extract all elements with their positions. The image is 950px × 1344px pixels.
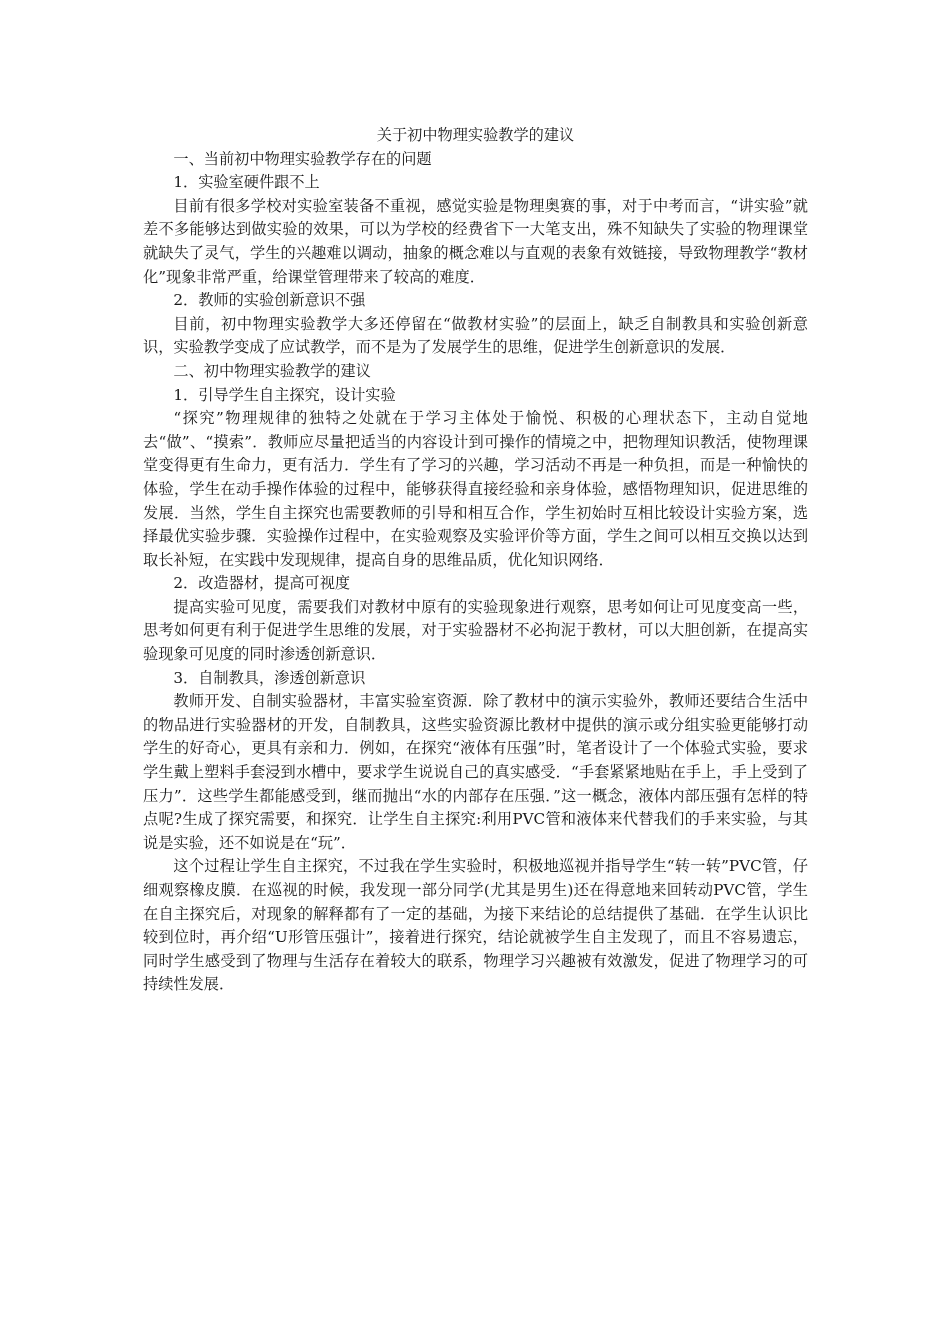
subsection-heading-2-1: 1．引导学生自主探究，设计实验 [173, 385, 396, 404]
paragraph: “探究”物理规律的独特之处就在于学习主体处于愉悦、积极的心理状态下，主动自觉地去“做”、“摸索”．教师应尽量把适当的内容设计到可操作的情境之中，把物理知识教活，使物理课堂变得更有生命力，更有活力．学生有了学习的兴趣，学习活动不再是一种负担，而是一种愉快的体验，学生在动手操作体验的过程中，能够获得直接经验和亲身体验，感悟物理知识，促进思维的发展．当然，学生自主探究也需要教师的引导和相互合作，学生初始时互相比较设计实验方案，选择最优实验步骤．实验操作过程中，在实验观察及实验评价等方面，学生之间可以相互交换以达到取长补短，在实践中发现规律，提高自身的思维品质，优化知识网络． [143, 409, 808, 569]
paragraph: 教师开发、自制实验器材，丰富实验室资源．除了教材中的演示实验外，教师还要结合生活中的物品进行实验器材的开发，自制教具，这些实验资源比教材中提供的演示或分组实验更能够打动学生的好奇心，更具有亲和力．例如，在探究“液体有压强”时，笔者设计了一个体验式实验，要求学生戴上塑料手套浸到水槽中，要求学生说说自己的真实感受．“手套紧紧地贴在手上，手上受到了压力”．这些学生都能感受到，继而抛出“水的内部存在压强．”这一概念，液体内部压强有怎样的特点呢?生成了探究需要，和探究．让学生自主探究:利用PVC管和液体来代替我们的手来实验，与其说是实验，还不如说是在“玩”． [143, 692, 808, 852]
paragraph: 目前，初中物理实验教学大多还停留在“做教材实验”的层面上，缺乏自制教具和实验创新意识，实验教学变成了应试教学，而不是为了发展学生的思维，促进学生创新意识的发展． [143, 314, 808, 357]
subsection-heading-2-3: 3．自制教具，渗透创新意识 [173, 668, 366, 687]
paragraph: 这个过程让学生自主探究，不过我在学生实验时，积极地巡视并指导学生“转一转”PVC管，仔细观察橡皮膜．在巡视的时候，我发现一部分同学(尤其是男生)还在得意地来回转动PVC管，学生在自主探究后，对现象的解释都有了一定的基础，为接下来结论的总结提供了基础．在学生认识比较到位时，再介绍“U形管压强计”，接着进行探究，结论就被学生自主发现了，而且不容易遗忘，同时学生感受到了物理与生活存在着较大的联系，物理学习兴趣被有效激发，促进了物理学习的可持续性发展． [143, 857, 808, 994]
document-page [143, 124, 808, 997]
paragraph: 提高实验可见度，需要我们对教材中原有的实验现象进行观察，思考如何让可见度变高一些，思考如何更有利于促进学生思维的发展，对于实验器材不必拘泥于教材，可以大胆创新，在提高实验现象可见度的同时渗透创新意识． [143, 597, 808, 664]
subsection-heading-1-2: 2．教师的实验创新意识不强 [173, 291, 366, 310]
document-title: 关于初中物理实验教学的建议 [376, 126, 575, 144]
section-heading-2: 二、初中物理实验教学的建议 [173, 361, 371, 380]
paragraph: 目前有很多学校对实验室装备不重视，感觉实验是物理奥赛的事，对于中考而言，“讲实验”就差不多能够达到做实验的效果，可以为学校的经费省下一大笔支出，殊不知缺失了实验的物理课堂就缺失了灵气，学生的兴趣难以调动，抽象的概念难以与直观的表象有效链接，导致物理教学“教材化”现象非常严重，给课堂管理带来了较高的难度． [143, 196, 808, 286]
section-heading-1: 一、当前初中物理实验教学存在的问题 [173, 149, 432, 168]
subsection-heading-2-2: 2．改造器材，提高可视度 [173, 574, 351, 593]
subsection-heading-1-1: 1．实验室硬件跟不上 [173, 173, 320, 192]
